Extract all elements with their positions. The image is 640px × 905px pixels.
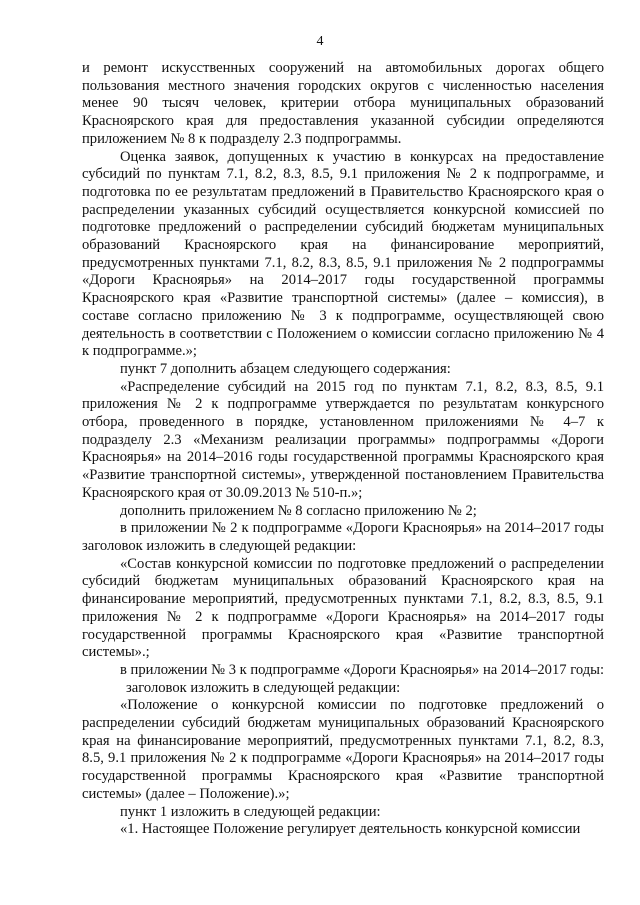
paragraph: пункт 7 дополнить абзацем следующего содержания: [120,360,451,377]
page-number: 4 [316,34,324,49]
paragraph: в приложении № 2 к подпрограмме «Дороги Красноярья» на 2014–2017 годы заголовок изложить в следующей редакции: [82,520,604,554]
paragraph: «Распределение субсидий на 2015 год по пунктам 7.1, 8.2, 8.3, 8.5, 9.1 приложения № 2 к подпрограмме утверждается по результатам конкурсного отбора, проведенного в порядке, установленном приложениями № 4–7 к подразделу 2.3 «Механизм реализации программы» подпрограммы «Дороги Красноярья» на 2014–2016 годы государственной программы Красноярского края «Развитие транспортной системы», утвержденной постановлением Правительства Красноярского края от 30.09.2013 № 510-п.»; [82,378,604,501]
document-body [82,60,604,839]
paragraph: «Положение о конкурсной комиссии по подготовке предложений о распределении субсидий бюджетам муниципальных образований Красноярского края на финансирование мероприятий, предусмотренных пунктами 7.1, 8.2, 8.3, 8.5, 9.1 приложения № 2 к подпрограмме «Дороги Красноярья» на 2014–2017 годы государственной программы Красноярского края «Развитие транспортной системы» (далее – Положение).»; [82,697,604,802]
paragraph: Оценка заявок, допущенных к участию в конкурсах на предоставление субсидий по пунктам 7.1, 8.2, 8.3, 8.5, 9.1 приложения № 2 к подпрограмме, и подготовка по ее результатам предложений в Правительство Красноярского края о распределении указанных субсидий осуществляется конкурсной комиссией по подготовке предложений о распределении субсидий бюджетам муниципальных образований Красноярского края на финансирование мероприятий, предусмотренных пунктами 7.1, 8.2, 8.3, 8.5, 9.1 приложения № 2 подпрограммы «Дороги Красноярья» на 2014–2017 годы государственной программы Красноярского края «Развитие транспортной системы» (далее – комиссия), в составе согласно приложению № 3 к подпрограмме, осуществляющей свою деятельность в соответствии с Положением о комиссии согласно приложению № 4 к подпрограмме.»; [82,148,604,360]
paragraph: заголовок изложить в следующей редакции: [126,679,401,696]
paragraph: пункт 1 изложить в следующей редакции: [120,803,381,820]
paragraph: «1. Настоящее Положение регулирует деятельность конкурсной комиссии [120,821,581,838]
paragraph: дополнить приложением № 8 согласно приложению № 2; [120,502,477,519]
paragraph: «Состав конкурсной комиссии по подготовке предложений о распределении субсидий бюджетам муниципальных образований Красноярского края на финансирование мероприятий, предусмотренных пунктами 7.1, 8.2, 8.3, 8.5, 9.1 приложения № 2 к подпрограмме «Дороги Красноярья» на 2014–2017 годы государственной программы Красноярского края «Развитие транспортной системы».; [82,555,604,661]
paragraph: в приложении № 3 к подпрограмме «Дороги Красноярья» на 2014–2017 годы: [120,661,605,678]
paragraph: и ремонт искусственных сооружений на автомобильных дорогах общего пользования местного значения городских округов с численностью населения менее 90 тысяч человек, критерии отбора муниципальных образований Красноярского края для предоставления указанной субсидии определяются приложением № 8 к подразделу 2.3 подпрограммы. [82,60,604,147]
